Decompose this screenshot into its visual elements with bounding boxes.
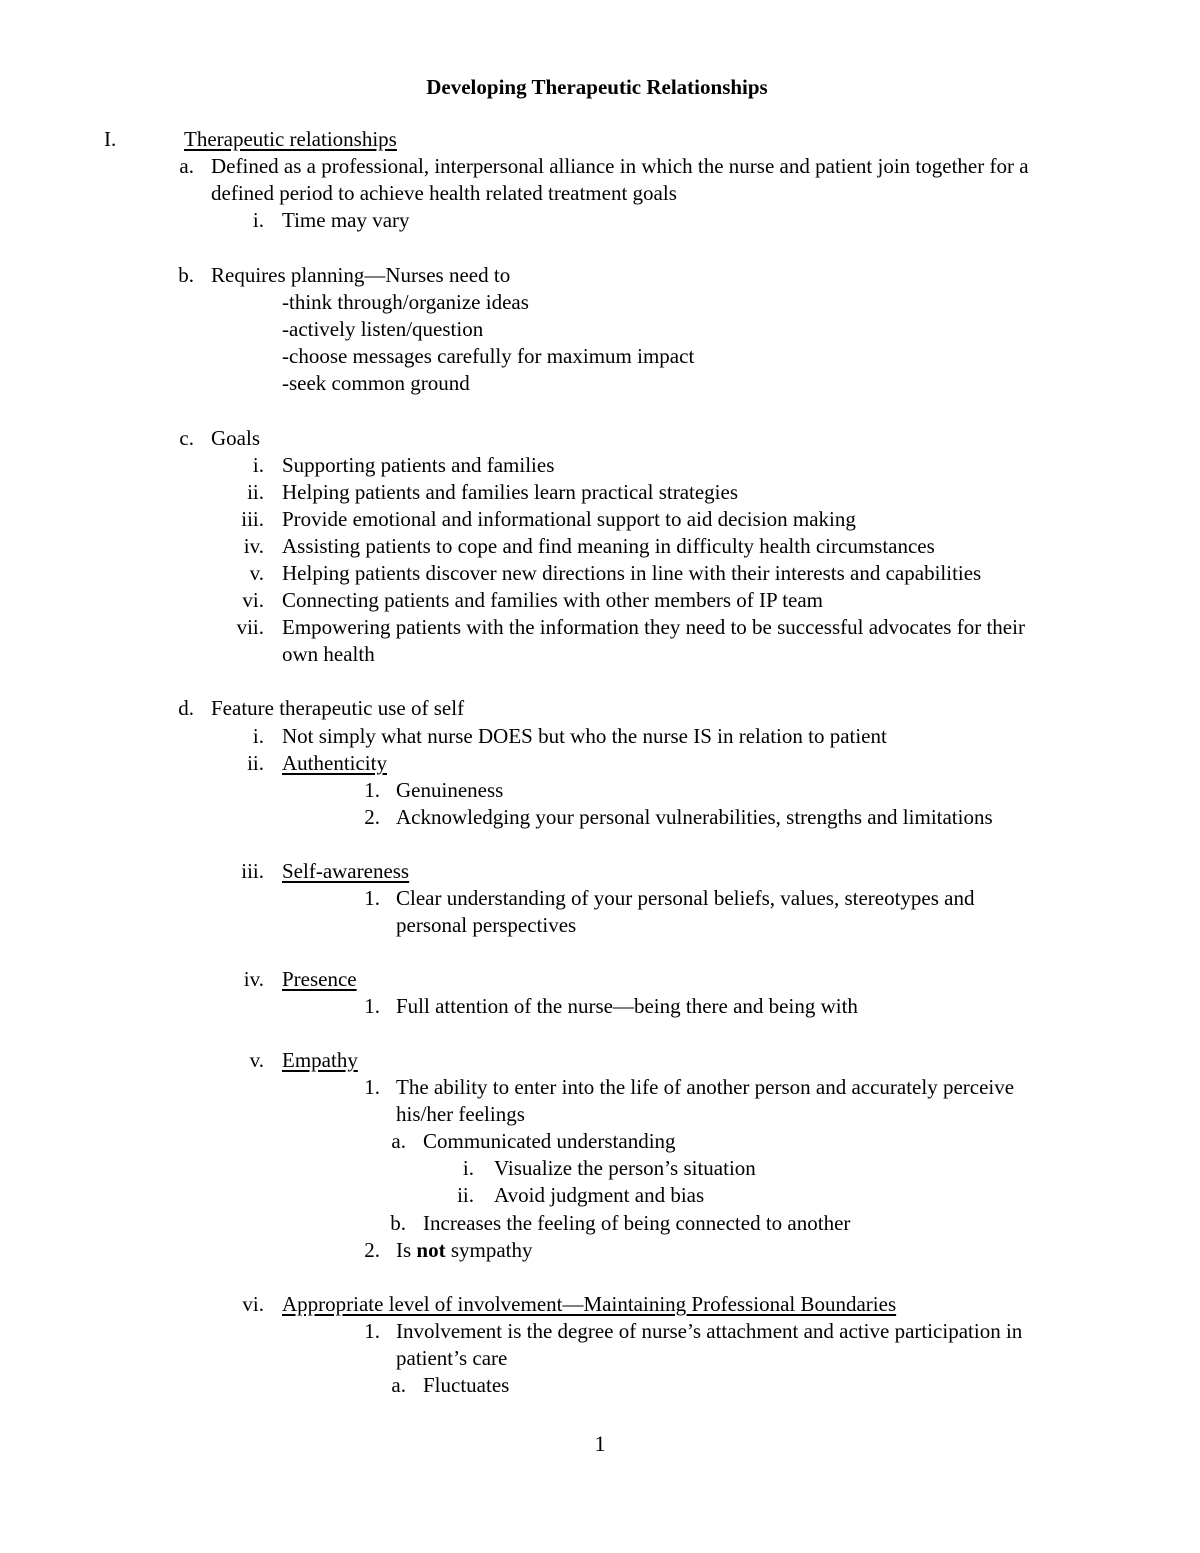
outline-marker: vii. — [236, 615, 264, 639]
subsection-heading-empathy: Empathy — [282, 1048, 358, 1072]
outline-text: Involvement is the degree of nurse’s attachment and active participation in — [396, 1319, 1023, 1343]
goal-item: Supporting patients and families — [282, 453, 555, 477]
outline-marker: vi. — [242, 1292, 264, 1316]
outline-text: Visualize the person’s situation — [494, 1156, 756, 1180]
outline-marker: i. — [252, 208, 264, 232]
emphasis-text: not — [416, 1238, 446, 1262]
outline-text: Defined as a professional, interpersonal alliance in which the nurse and patient join together for a — [211, 154, 1029, 178]
outline-marker: b. — [178, 263, 194, 287]
outline-text: Not simply what nurse DOES but who the nurse IS in relation to patient — [282, 724, 887, 748]
outline-marker: c. — [179, 426, 194, 450]
outline-text: Communicated understanding — [423, 1129, 676, 1153]
outline-text: Fluctuates — [423, 1373, 510, 1397]
page-number: 1 — [594, 1431, 606, 1456]
goal-item: Empowering patients with the information they need to be successful advocates for their — [282, 615, 1025, 639]
outline-marker: 2. — [364, 805, 380, 829]
outline-marker: i. — [252, 724, 264, 748]
outline-marker: i. — [462, 1156, 474, 1180]
outline-marker: I. — [104, 127, 117, 151]
outline-marker: v. — [249, 561, 264, 585]
outline-text: Increases the feeling of being connected to another — [423, 1211, 851, 1235]
outline-marker: a. — [391, 1129, 406, 1153]
text-suffix: sympathy — [450, 1238, 533, 1262]
goal-item: Assisting patients to cope and find meaning in difficulty health circumstances — [282, 534, 935, 558]
outline-marker: 1. — [364, 1075, 380, 1099]
subsection-heading-self-awareness: Self-awareness — [282, 859, 410, 883]
outline-text: Acknowledging your personal vulnerabilities, strengths and limitations — [396, 805, 993, 829]
section-heading: Therapeutic relationships — [184, 127, 397, 151]
list-item: -choose messages carefully for maximum impact — [282, 344, 695, 368]
outline-marker: 1. — [364, 994, 380, 1018]
list-item: -think through/organize ideas — [282, 290, 529, 314]
list-item: -seek common ground — [282, 371, 470, 395]
outline-text: Feature therapeutic use of self — [211, 696, 465, 720]
outline-marker: 2. — [364, 1238, 380, 1262]
outline-marker: 1. — [364, 778, 380, 802]
outline-marker: d. — [178, 696, 194, 720]
outline-marker: ii. — [247, 480, 264, 504]
page-title: Developing Therapeutic Relationships — [426, 75, 768, 99]
outline-text — [396, 1237, 533, 1264]
outline-marker: iv. — [243, 534, 264, 558]
outline-marker: iii. — [241, 507, 264, 531]
outline-text: Time may vary — [282, 208, 410, 232]
goal-item: Connecting patients and families with other members of IP team — [282, 588, 824, 612]
goal-item: Helping patients and families learn practical strategies — [282, 480, 738, 504]
outline-text: defined period to achieve health related treatment goals — [211, 181, 677, 205]
outline-marker: iii. — [241, 859, 264, 883]
text-prefix: Is — [396, 1238, 412, 1262]
goal-item-continued: own health — [282, 642, 375, 666]
outline-text: patient’s care — [396, 1346, 508, 1370]
goal-item: Provide emotional and informational support to aid decision making — [282, 507, 856, 531]
subsection-heading-authenticity: Authenticity — [282, 751, 387, 775]
outline-text: Clear understanding of your personal beliefs, values, stereotypes and — [396, 886, 975, 910]
outline-text: Genuineness — [396, 778, 504, 802]
subsection-heading-presence: Presence — [282, 967, 357, 991]
outline-text: Full attention of the nurse—being there and being with — [396, 994, 858, 1018]
outline-text: The ability to enter into the life of another person and accurately perceive — [396, 1075, 1015, 1099]
outline-marker: i. — [252, 453, 264, 477]
outline-marker: a. — [391, 1373, 406, 1397]
outline-marker: vi. — [242, 588, 264, 612]
outline-marker: v. — [249, 1048, 264, 1072]
outline-marker: 1. — [364, 1319, 380, 1343]
outline-marker: b. — [390, 1211, 406, 1235]
goal-item: Helping patients discover new directions in line with their interests and capabilities — [282, 561, 982, 585]
outline-text: his/her feelings — [396, 1102, 525, 1126]
outline-marker: a. — [179, 154, 194, 178]
subsection-heading-involvement: Appropriate level of involvement—Maintaining Professional Boundaries — [282, 1292, 897, 1316]
outline-text: Avoid judgment and bias — [494, 1183, 705, 1207]
outline-marker: ii. — [247, 751, 264, 775]
outline-text: Requires planning—Nurses need to — [211, 263, 511, 287]
outline-marker: 1. — [364, 886, 380, 910]
outline-marker: ii. — [457, 1183, 474, 1207]
outline-text: personal perspectives — [396, 913, 577, 937]
outline-marker: iv. — [243, 967, 264, 991]
outline-text: Goals — [211, 426, 260, 450]
list-item: -actively listen/question — [282, 317, 484, 341]
